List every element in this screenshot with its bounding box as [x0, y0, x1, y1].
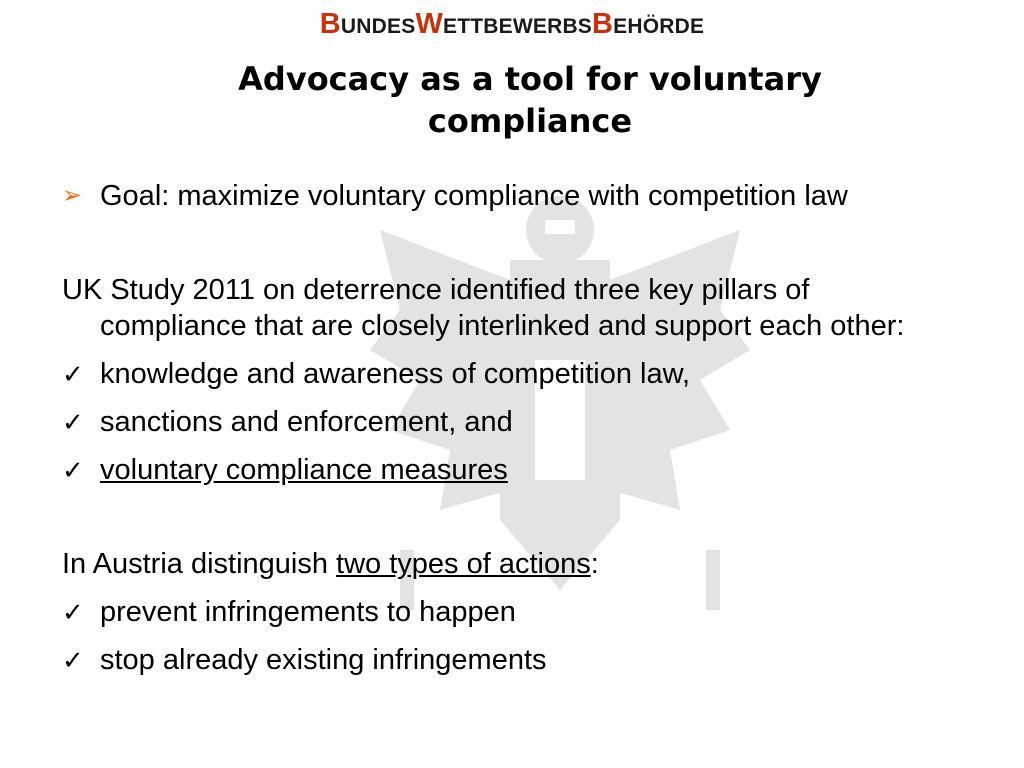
pillar-text: sanctions and enforcement, and	[100, 406, 513, 438]
austria-suffix: :	[590, 548, 599, 580]
pillar-item-3	[62, 452, 962, 488]
action-item-1	[62, 594, 962, 630]
austria-prefix: In Austria distinguish	[62, 548, 337, 580]
brand-logo	[0, 8, 1024, 41]
pillar-item-2	[62, 404, 962, 440]
action-item-2	[62, 642, 962, 678]
slide-content	[62, 178, 962, 678]
action-text: prevent infringements to happen	[100, 596, 516, 628]
goal-bullet	[62, 178, 962, 214]
pillar-text: knowledge and awareness of competition law,	[100, 358, 691, 390]
pillar-text-underlined: voluntary compliance measures	[100, 454, 508, 486]
checkmark-icon: ✓	[62, 359, 84, 389]
arrow-bullet-icon: ➢	[62, 182, 83, 209]
pillar-item-1	[62, 356, 962, 392]
austria-line	[62, 546, 962, 582]
brand-rest-1: UNDES	[340, 15, 416, 38]
brand-cap-2: W	[415, 8, 444, 40]
checkmark-icon: ✓	[62, 597, 84, 627]
action-text: stop already existing infringements	[100, 644, 547, 676]
checkmark-icon: ✓	[62, 645, 84, 675]
checkmark-icon: ✓	[62, 455, 84, 485]
slide-title: Advocacy as a tool for voluntary compliance	[238, 60, 822, 140]
checkmark-icon: ✓	[62, 407, 84, 437]
brand-rest-2: ETTBEWERBS	[443, 15, 593, 38]
goal-text: Goal: maximize voluntary compliance with competition law	[100, 180, 848, 212]
brand-rest-3: EHÖRDE	[613, 15, 705, 38]
uk-study-paragraph: UK Study 2011 on deterrence identified three key pillars of compliance that are closely interlinked and support each other:	[62, 274, 905, 342]
austria-link-text: two types of actions	[336, 548, 591, 580]
brand-cap-1: B	[319, 8, 341, 40]
brand-cap-3: B	[592, 8, 614, 40]
